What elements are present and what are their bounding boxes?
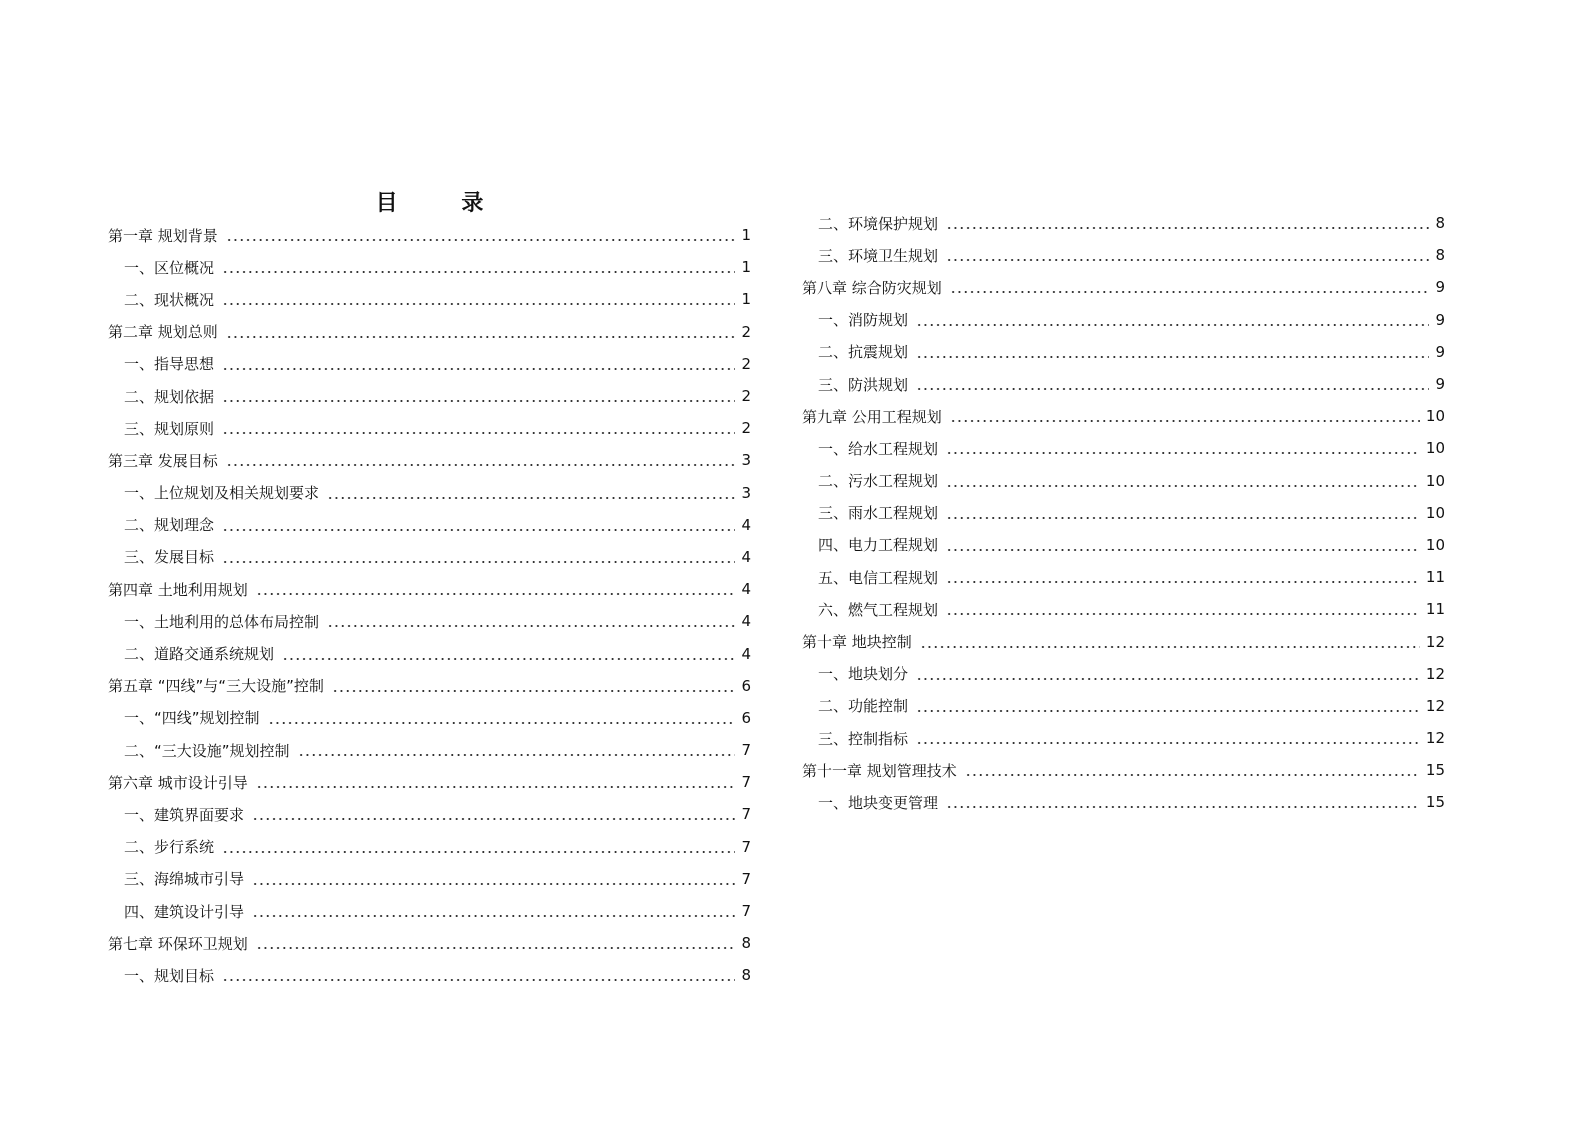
- toc-section-entry[interactable]: [802, 368, 1445, 400]
- toc-entry-label: 三、发展目标: [124, 548, 215, 567]
- toc-page-number: 6: [741, 676, 751, 695]
- toc-page-number: 2: [741, 354, 751, 373]
- dot-leader: [226, 336, 736, 338]
- toc-page-number: 4: [741, 644, 751, 663]
- dot-leader: [282, 658, 735, 660]
- toc-entry-label: 第六章 城市设计引导: [108, 773, 248, 792]
- dot-leader: [946, 517, 1420, 519]
- dot-leader: [916, 324, 1429, 326]
- toc-section-entry[interactable]: [108, 734, 751, 766]
- toc-section-entry[interactable]: [802, 529, 1445, 561]
- toc-entry-label: 第三章 发展目标: [108, 451, 218, 470]
- toc-entry-label: 三、防洪规划: [818, 375, 909, 394]
- toc-entry-label: 二、“三大设施”规划控制: [124, 741, 290, 760]
- dot-leader: [256, 593, 736, 595]
- dot-leader: [226, 239, 736, 241]
- toc-chapter-entry[interactable]: [108, 927, 751, 959]
- toc-section-entry[interactable]: [108, 831, 751, 863]
- dot-leader: [946, 806, 1420, 808]
- toc-page-number: 4: [741, 515, 751, 534]
- toc-page-number: 7: [741, 837, 751, 856]
- toc-page-number: 7: [741, 805, 751, 824]
- dot-leader: [222, 368, 735, 370]
- toc-entry-label: 六、燃气工程规划: [818, 600, 939, 619]
- toc-section-entry[interactable]: [802, 658, 1445, 690]
- dot-leader: [222, 400, 735, 402]
- toc-chapter-entry[interactable]: [802, 271, 1445, 303]
- toc-entry-label: 三、环境卫生规划: [818, 246, 939, 265]
- dot-leader: [950, 420, 1420, 422]
- toc-page-number: 2: [741, 387, 751, 406]
- dot-leader: [965, 774, 1420, 776]
- dot-leader: [252, 915, 735, 917]
- dot-leader: [222, 303, 735, 305]
- toc-section-entry[interactable]: [108, 509, 751, 541]
- dot-leader: [916, 678, 1420, 680]
- toc-page-number: 9: [1435, 375, 1445, 394]
- toc-section-entry[interactable]: [108, 605, 751, 637]
- toc-page-number: 7: [741, 902, 751, 921]
- toc-section-entry[interactable]: [108, 541, 751, 573]
- toc-page-number: 8: [1435, 246, 1445, 265]
- toc-page-number: 9: [1435, 278, 1445, 297]
- toc-chapter-entry[interactable]: [802, 754, 1445, 786]
- toc-entry-label: 二、功能控制: [818, 697, 909, 716]
- toc-section-entry[interactable]: [802, 561, 1445, 593]
- dot-leader: [256, 786, 736, 788]
- toc-section-entry[interactable]: [802, 722, 1445, 754]
- toc-entry-label: 三、海绵城市引导: [124, 870, 245, 889]
- toc-page-number: 2: [741, 419, 751, 438]
- toc-section-entry[interactable]: [802, 593, 1445, 625]
- dot-leader: [916, 388, 1429, 390]
- toc-section-entry[interactable]: [802, 239, 1445, 271]
- dot-leader: [222, 529, 735, 531]
- toc-entry-label: 二、规划理念: [124, 516, 215, 535]
- toc-entry-label: 一、规划目标: [124, 966, 215, 985]
- toc-page-number: 8: [1435, 214, 1445, 233]
- dot-leader: [268, 722, 736, 724]
- toc-page-number: 12: [1425, 696, 1445, 715]
- toc-entry-label: 一、上位规划及相关规划要求: [124, 484, 320, 503]
- toc-section-entry[interactable]: [108, 637, 751, 669]
- toc-page-number: 1: [741, 258, 751, 277]
- dot-leader: [252, 818, 735, 820]
- toc-page-number: 4: [741, 612, 751, 631]
- toc-page-number: 7: [741, 741, 751, 760]
- toc-section-entry[interactable]: [108, 863, 751, 895]
- toc-section-entry[interactable]: [108, 380, 751, 412]
- toc-entry-label: 一、地块变更管理: [818, 793, 939, 812]
- toc-chapter-entry[interactable]: [802, 400, 1445, 432]
- dot-leader: [916, 710, 1420, 712]
- toc-page-number: 11: [1425, 568, 1445, 587]
- toc-page-number: 3: [741, 483, 751, 502]
- toc-page-number: 2: [741, 322, 751, 341]
- toc-entry-label: 第二章 规划总则: [108, 323, 218, 342]
- dot-leader: [916, 356, 1429, 358]
- dot-leader: [226, 464, 736, 466]
- toc-entry-label: 一、建筑界面要求: [124, 805, 245, 824]
- toc-page-number: 1: [741, 226, 751, 245]
- toc-page-number: 10: [1425, 535, 1445, 554]
- dot-leader: [327, 625, 735, 627]
- toc-entry-label: 二、抗震规划: [818, 343, 909, 362]
- toc-page-number: 4: [741, 547, 751, 566]
- toc-chapter-entry[interactable]: [108, 766, 751, 798]
- toc-entry-label: 第九章 公用工程规划: [802, 407, 942, 426]
- toc-page-number: 3: [741, 451, 751, 470]
- toc-entry-label: 五、电信工程规划: [818, 568, 939, 587]
- toc-page-number: 7: [741, 869, 751, 888]
- toc-entry-label: 二、规划依据: [124, 387, 215, 406]
- toc-page-number: 10: [1425, 407, 1445, 426]
- toc-page-number: 12: [1425, 632, 1445, 651]
- toc-entry-label: 一、土地利用的总体布局控制: [124, 612, 320, 631]
- toc-entry-label: 第一章 规划背景: [108, 226, 218, 245]
- toc-chapter-entry[interactable]: [802, 625, 1445, 657]
- toc-page-number: 12: [1425, 729, 1445, 748]
- toc-page-number: 9: [1435, 310, 1445, 329]
- toc-entry-label: 三、规划原则: [124, 419, 215, 438]
- dot-leader: [946, 485, 1420, 487]
- toc-section-entry[interactable]: [802, 207, 1445, 239]
- toc-entry-label: 一、区位概况: [124, 258, 215, 277]
- toc-entry-label: 二、步行系统: [124, 838, 215, 857]
- toc-page-number: 6: [741, 708, 751, 727]
- toc-entry-label: 一、地块划分: [818, 665, 909, 684]
- toc-page-number: 12: [1425, 664, 1445, 683]
- dot-leader: [222, 851, 735, 853]
- toc-page-number: 8: [741, 934, 751, 953]
- toc-entry-label: 一、“四线”规划控制: [124, 709, 260, 728]
- toc-entry-label: 一、指导思想: [124, 355, 215, 374]
- toc-section-entry[interactable]: [802, 432, 1445, 464]
- toc-entry-label: 第十章 地块控制: [802, 633, 912, 652]
- toc-entry-label: 一、给水工程规划: [818, 439, 939, 458]
- toc-page-number: 11: [1425, 600, 1445, 619]
- dot-leader: [327, 497, 735, 499]
- dot-leader: [946, 549, 1420, 551]
- dot-leader: [946, 452, 1420, 454]
- toc-chapter-entry[interactable]: [108, 316, 751, 348]
- toc-page-number: 10: [1425, 503, 1445, 522]
- toc-chapter-entry[interactable]: [108, 573, 751, 605]
- toc-section-entry[interactable]: [802, 336, 1445, 368]
- toc-entry-label: 第七章 环保环卫规划: [108, 934, 248, 953]
- toc-section-entry[interactable]: [108, 702, 751, 734]
- dot-leader: [252, 883, 735, 885]
- toc-section-entry[interactable]: [108, 412, 751, 444]
- toc-section-entry[interactable]: [108, 798, 751, 830]
- toc-entry-label: 第五章 “四线”与“三大设施”控制: [108, 677, 324, 696]
- toc-section-entry[interactable]: [108, 283, 751, 315]
- toc-page-number: 4: [741, 580, 751, 599]
- toc-right-column: [802, 207, 1445, 819]
- toc-entry-label: 四、建筑设计引导: [124, 902, 245, 921]
- toc-entry-label: 第十一章 规划管理技术: [802, 761, 957, 780]
- toc-chapter-entry[interactable]: [108, 219, 751, 251]
- dot-leader: [946, 227, 1429, 229]
- dot-leader: [920, 646, 1420, 648]
- toc-entry-label: 三、雨水工程规划: [818, 504, 939, 523]
- dot-leader: [256, 947, 736, 949]
- dot-leader: [332, 690, 736, 692]
- dot-leader: [298, 754, 736, 756]
- toc-entry-label: 三、控制指标: [818, 729, 909, 748]
- dot-leader: [946, 259, 1429, 261]
- dot-leader: [222, 271, 735, 273]
- toc-entry-label: 二、现状概况: [124, 290, 215, 309]
- toc-section-entry[interactable]: [108, 348, 751, 380]
- dot-leader: [946, 613, 1420, 615]
- toc-entry-label: 四、电力工程规划: [818, 536, 939, 555]
- toc-section-entry[interactable]: [108, 895, 751, 927]
- toc-page-number: 10: [1425, 471, 1445, 490]
- toc-section-entry[interactable]: [802, 690, 1445, 722]
- dot-leader: [950, 291, 1430, 293]
- toc-entry-label: 第八章 综合防灾规划: [802, 278, 942, 297]
- toc-entry-label: 二、污水工程规划: [818, 472, 939, 491]
- toc-section-entry[interactable]: [802, 497, 1445, 529]
- dot-leader: [222, 979, 735, 981]
- toc-section-entry[interactable]: [802, 786, 1445, 818]
- toc-page-number: 8: [741, 966, 751, 985]
- page-title: 目 录: [375, 190, 512, 216]
- toc-chapter-entry[interactable]: [108, 670, 751, 702]
- toc-page-number: 15: [1425, 793, 1445, 812]
- dot-leader: [916, 742, 1420, 744]
- toc-entry-label: 二、环境保护规划: [818, 214, 939, 233]
- toc-page-number: 10: [1425, 439, 1445, 458]
- toc-page-number: 15: [1425, 761, 1445, 780]
- toc-section-entry[interactable]: [108, 959, 751, 991]
- toc-section-entry[interactable]: [108, 477, 751, 509]
- toc-entry-label: 第四章 土地利用规划: [108, 580, 248, 599]
- toc-section-entry[interactable]: [108, 251, 751, 283]
- dot-leader: [222, 561, 735, 563]
- toc-page-number: 9: [1435, 342, 1445, 361]
- toc-section-entry[interactable]: [802, 304, 1445, 336]
- toc-page-number: 7: [741, 773, 751, 792]
- dot-leader: [222, 432, 735, 434]
- toc-entry-label: 二、道路交通系统规划: [124, 645, 275, 664]
- toc-chapter-entry[interactable]: [108, 444, 751, 476]
- toc-left-column: [108, 219, 751, 992]
- dot-leader: [946, 581, 1420, 583]
- toc-page-number: 1: [741, 290, 751, 309]
- toc-entry-label: 一、消防规划: [818, 311, 909, 330]
- toc-section-entry[interactable]: [802, 465, 1445, 497]
